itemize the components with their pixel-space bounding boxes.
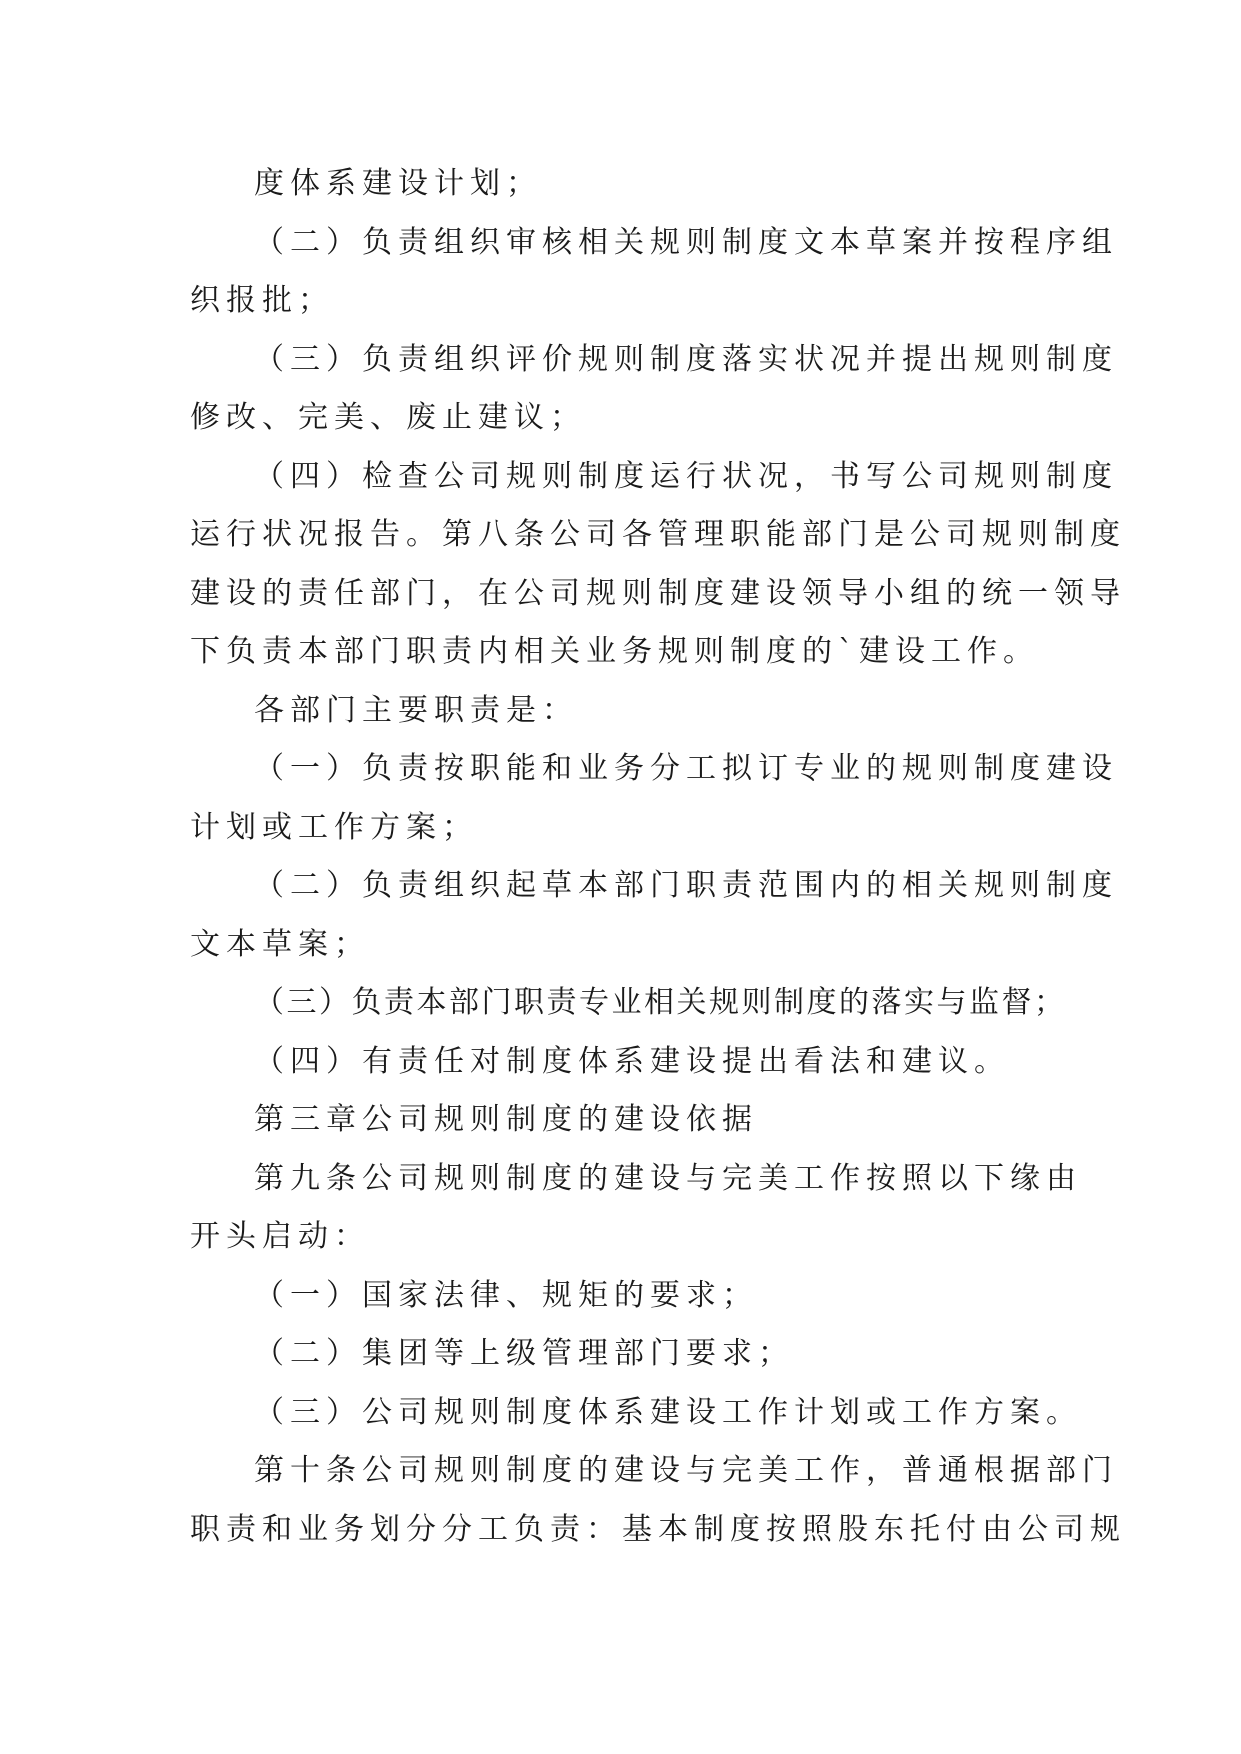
text-line: 各部门主要职责是： bbox=[254, 692, 578, 728]
text-line: （一）国家法律、规矩的要求； bbox=[254, 1277, 758, 1313]
document-body bbox=[190, 155, 1126, 1559]
text-line: （四）有责任对制度体系建设提出看法和建议。 bbox=[254, 1043, 1010, 1079]
text-line: 职责和业务划分分工负责：基本制度按照股东托付由公司规 bbox=[190, 1511, 1126, 1547]
text-line: 织报批； bbox=[190, 283, 334, 318]
text-line: （四）检查公司规则制度运行状况，书写公司规则制度 bbox=[254, 458, 1118, 494]
text-line: 第十条公司规则制度的建设与完美工作，普通根据部门 bbox=[254, 1453, 1118, 1488]
text-line: 文本草案； bbox=[190, 926, 370, 962]
text-line: （一）负责按职能和业务分工拟订专业的规则制度建设 bbox=[254, 751, 1118, 786]
text-line: （三）负责组织评价规则制度落实状况并提出规则制度 bbox=[254, 341, 1118, 377]
text-line: 运行状况报告。第八条公司各管理职能部门是公司规则制度 bbox=[190, 517, 1126, 552]
text-line: （二）负责组织起草本部门职责范围内的相关规则制度 bbox=[254, 868, 1118, 903]
text-line: 计划或工作方案； bbox=[190, 809, 478, 845]
text-line: （二）负责组织审核相关规则制度文本草案并按程序组 bbox=[254, 224, 1118, 260]
text-line: 度体系建设计划； bbox=[254, 166, 542, 201]
text-line: 下负责本部门职责内相关业务规则制度的`建设工作。 bbox=[190, 634, 1039, 669]
text-line: （二）集团等上级管理部门要求； bbox=[254, 1336, 794, 1371]
text-line: 第三章公司规则制度的建设依据 bbox=[254, 1102, 758, 1137]
text-line: 第九条公司规则制度的建设与完美工作按照以下缘由 bbox=[254, 1160, 1082, 1196]
text-line: 建设的责任部门，在公司规则制度建设领导小组的统一领导 bbox=[190, 575, 1126, 611]
text-line: 修改、完美、废止建议； bbox=[190, 400, 586, 435]
text-line: （三）公司规则制度体系建设工作计划或工作方案。 bbox=[254, 1394, 1082, 1430]
text-line: 开头启动： bbox=[190, 1219, 370, 1254]
text-line: （三）负责本部门职责专业相关规则制度的落实与监督； bbox=[254, 985, 1067, 1020]
